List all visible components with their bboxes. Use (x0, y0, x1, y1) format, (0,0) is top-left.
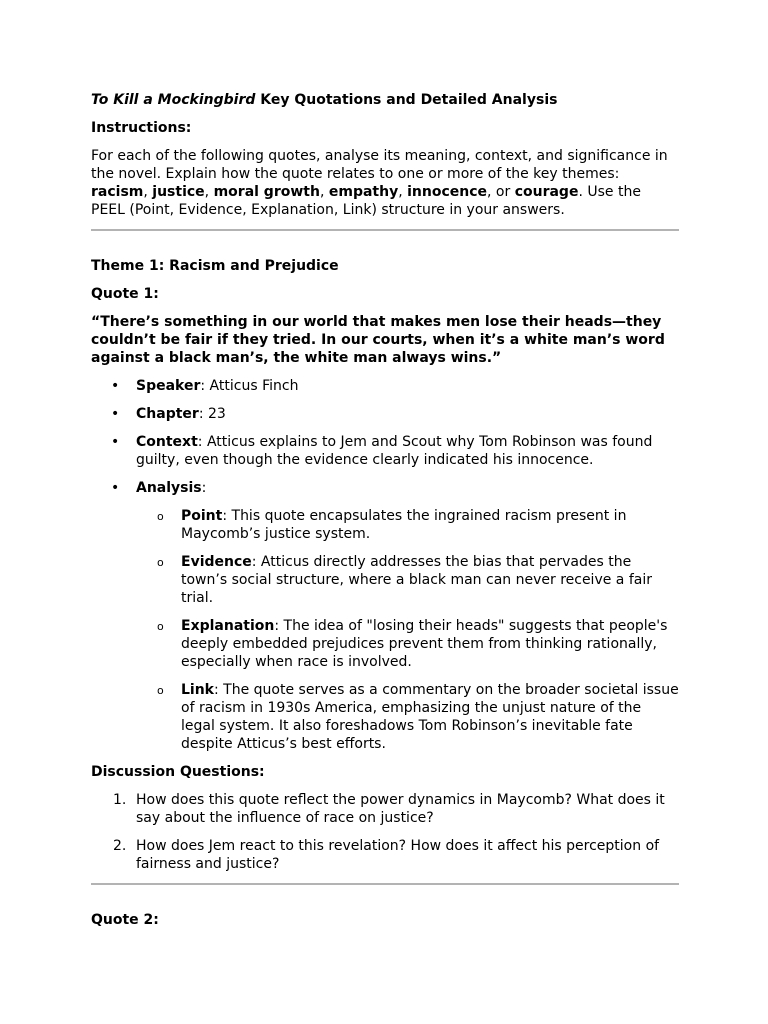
bullet-icon: • (111, 434, 120, 450)
theme-innocence: innocence (407, 184, 488, 200)
instructions-text-part-2: . Use the PEEL (Point, Evidence, Explanation, Link) structure in your answers. (91, 184, 641, 218)
explanation-value: : The idea of "losing their heads" suggests that people's deeply embedded prejudices prevent them from thinking rationally, especially when race is involved. (181, 618, 668, 670)
explanation-label: Explanation (181, 618, 275, 634)
speaker-value: : Atticus Finch (200, 378, 299, 394)
separator: , or (487, 184, 515, 200)
circle-bullet-icon: o (157, 510, 164, 523)
evidence-value: : Atticus directly addresses the bias that pervades the town’s social structure, where a black man can never receive a fair trial. (181, 554, 652, 606)
separator: , (204, 184, 214, 200)
theme-courage: courage (514, 184, 579, 200)
instructions-heading: Instructions: (91, 120, 192, 136)
bullet-icon: • (111, 480, 120, 496)
title-rest: Key Quotations and Detailed Analysis (255, 92, 558, 108)
context-label: Context (136, 434, 198, 450)
chapter-value: : 23 (198, 406, 226, 422)
analysis-list (136, 507, 679, 753)
separator: , (143, 184, 153, 200)
analysis-item-point (136, 507, 679, 543)
theme-justice: justice (152, 184, 205, 200)
question-number: 2. (113, 838, 127, 854)
question-item (91, 837, 679, 873)
analysis-item-explanation (136, 617, 679, 671)
speaker-label: Speaker (136, 378, 201, 394)
list-item-context (91, 433, 679, 469)
quote-2-label: Quote 2: (91, 912, 159, 928)
point-value: : This quote encapsulates the ingrained racism present in Maycomb’s justice system. (181, 508, 627, 542)
circle-bullet-icon: o (157, 620, 164, 633)
separator: , (319, 184, 329, 200)
evidence-label: Evidence (181, 554, 252, 570)
divider (91, 883, 679, 885)
analysis-label: Analysis (136, 480, 202, 496)
bullet-icon: • (111, 378, 120, 394)
divider (91, 229, 679, 231)
quote-1-text: “There’s something in our world that makes men lose their heads—they couldn’t be fair if they tried. In our courts, when it’s a white man’s word against a black man’s, the white man always wins.” (91, 314, 665, 366)
link-value: : The quote serves as a commentary on the broader societal issue of racism in 1930s America, emphasizing the unjust nature of the legal system. It also foreshadows Tom Robinson’s inevitable fate despite Atticus’s best efforts. (181, 682, 679, 752)
question-text: How does Jem react to this revelation? How does it affect his perception of fairness and justice? (136, 838, 660, 872)
list-item-chapter (91, 405, 679, 423)
link-label: Link (181, 682, 214, 698)
document-page (91, 91, 679, 939)
analysis-item-link (136, 681, 679, 753)
separator: , (398, 184, 408, 200)
theme-heading: Theme 1: Racism and Prejudice (91, 258, 339, 274)
analysis-colon: : (201, 480, 207, 496)
discussion-heading: Discussion Questions: (91, 764, 265, 780)
question-number: 1. (113, 792, 127, 808)
analysis-item-evidence (136, 553, 679, 607)
bullet-icon: • (111, 406, 120, 422)
instructions-text-part-1: For each of the following quotes, analyse its meaning, context, and significance in the novel. Explain how the quote relates to one or more of the key themes: (91, 148, 668, 182)
point-label: Point (181, 508, 223, 524)
circle-bullet-icon: o (157, 684, 164, 697)
list-item-analysis (91, 479, 679, 753)
theme-empathy: empathy (328, 184, 399, 200)
theme-moral-growth: moral growth (213, 184, 320, 200)
question-text: How does this quote reflect the power dynamics in Maycomb? What does it say about the influence of race on justice? (136, 792, 665, 826)
instructions-text (91, 147, 679, 219)
discussion-questions (91, 791, 679, 873)
quote-1-details (91, 377, 679, 753)
context-value: : Atticus explains to Jem and Scout why Tom Robinson was found guilty, even though the evidence clearly indicated his innocence. (136, 434, 653, 468)
document-title (91, 91, 679, 109)
title-book-name: To Kill a Mockingbird (91, 92, 256, 108)
question-item (91, 791, 679, 827)
chapter-label: Chapter (136, 406, 199, 422)
list-item-speaker (91, 377, 679, 395)
quote-1-label: Quote 1: (91, 286, 159, 302)
circle-bullet-icon: o (157, 556, 164, 569)
theme-racism: racism (91, 184, 144, 200)
